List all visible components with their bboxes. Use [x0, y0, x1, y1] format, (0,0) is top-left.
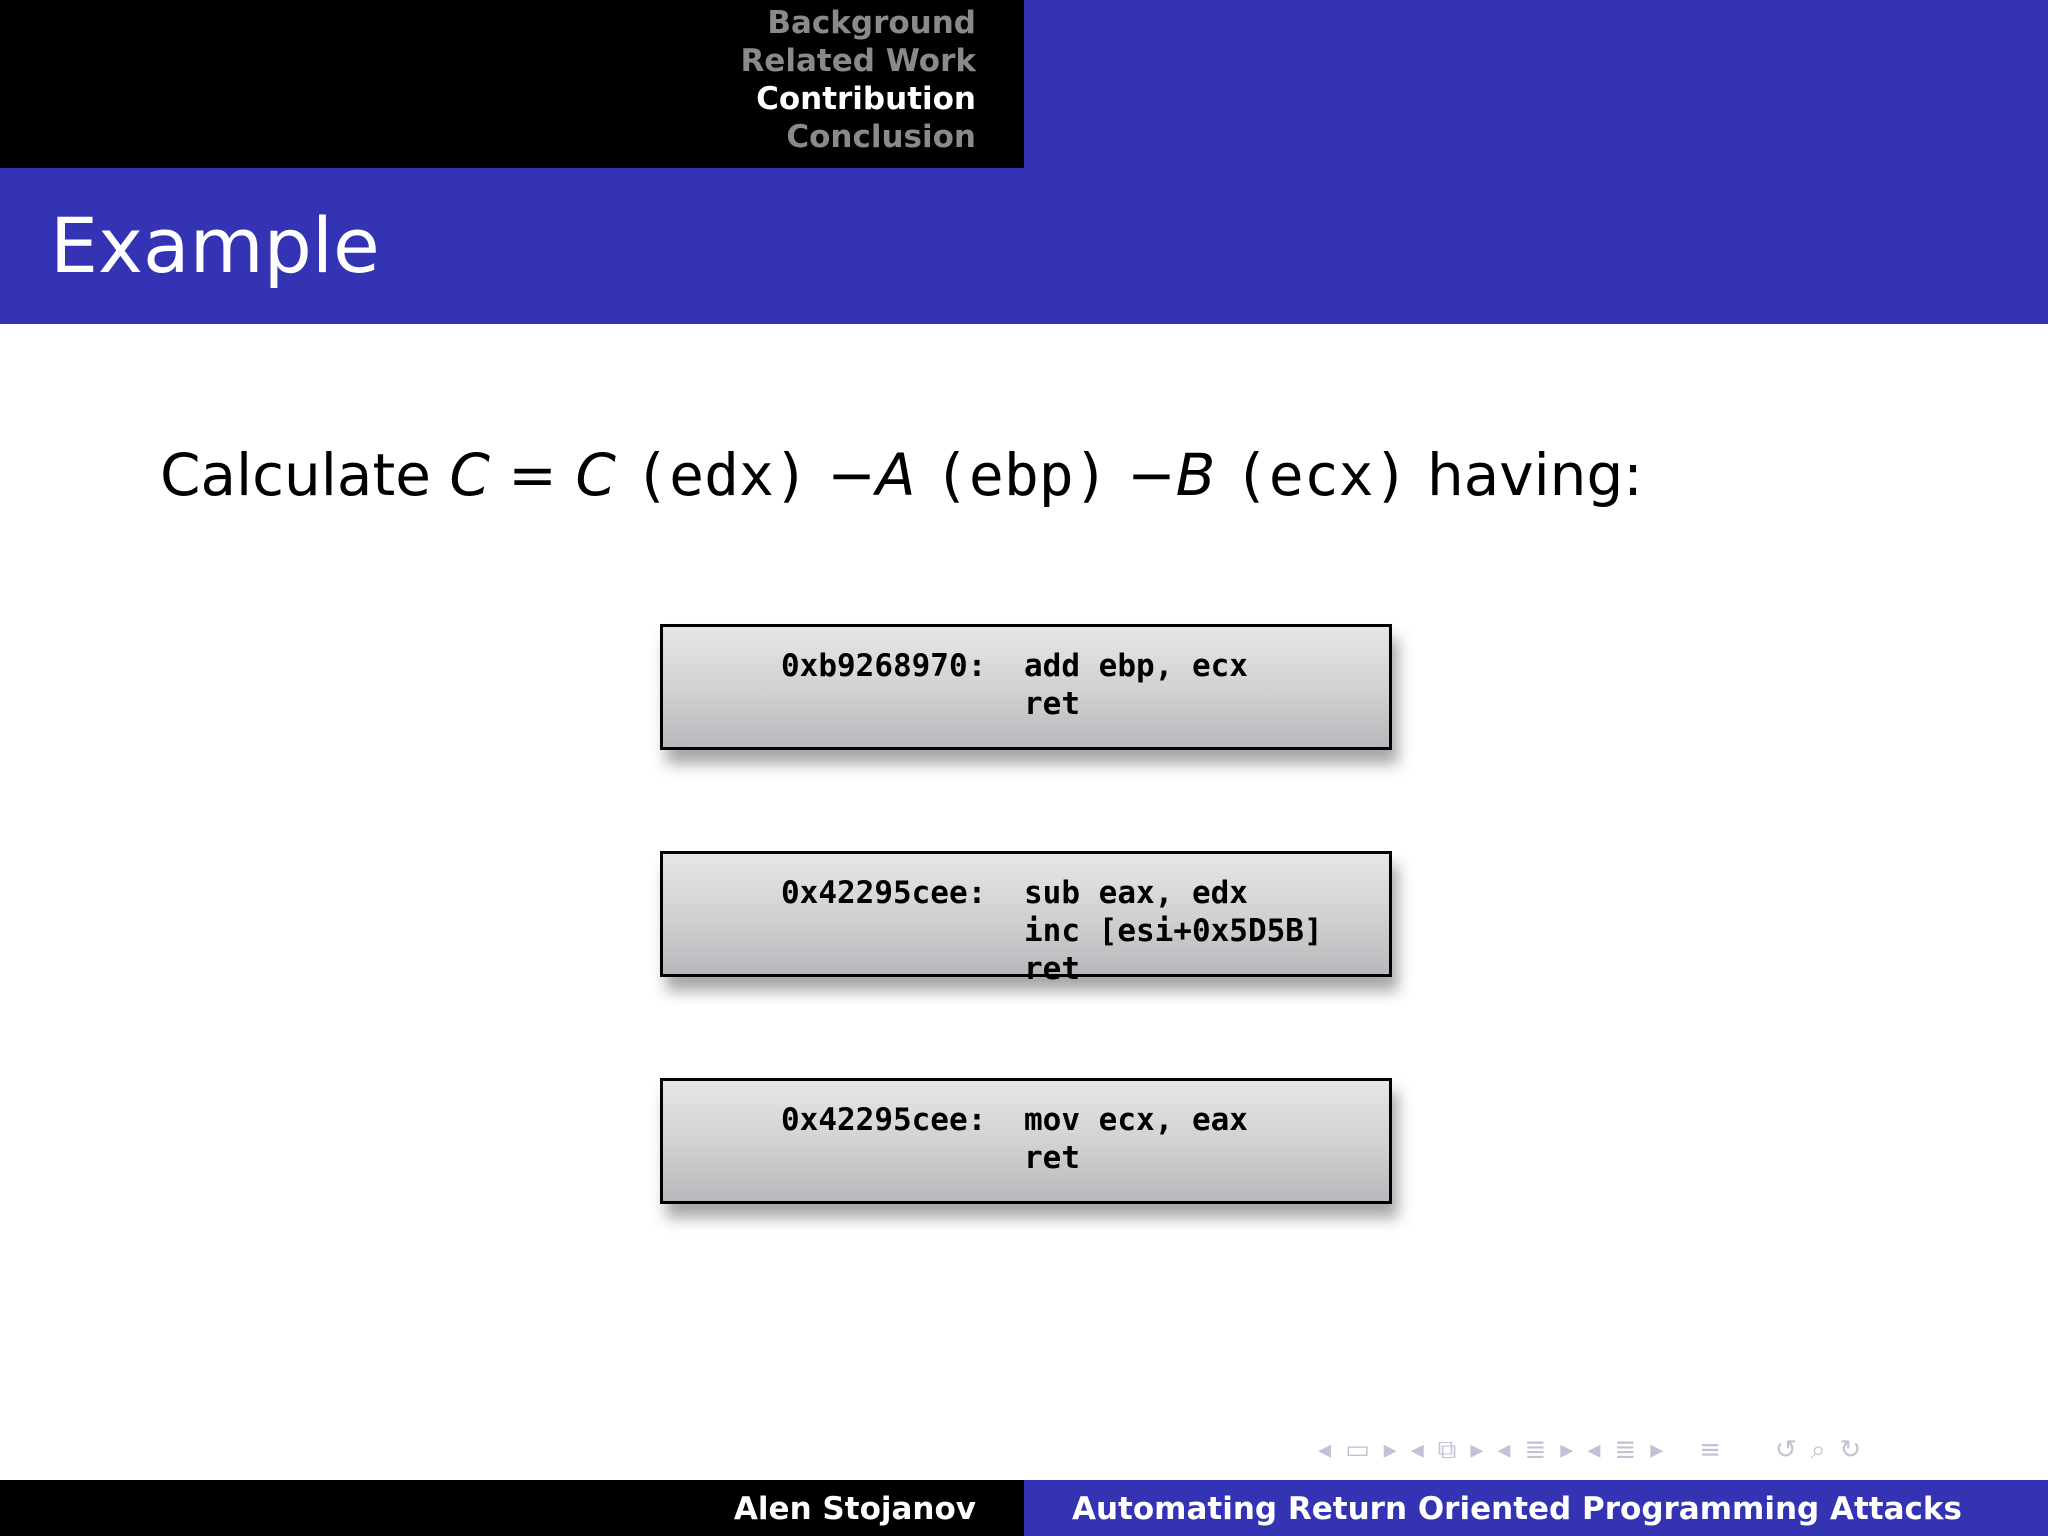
beamer-navigation-controls [1318, 1434, 2038, 1466]
formula-c-right: C [575, 441, 616, 509]
gadget-box-3 [660, 1078, 1392, 1204]
gadget-instructions [1024, 1101, 1248, 1177]
formula-ecx: (ecx) [1233, 441, 1409, 509]
footer-talk-title: Automating Return Oriented Programming Attacks [1072, 1491, 1962, 1527]
header-blue-band [1024, 0, 2048, 168]
document-icon[interactable]: ≡ [1699, 1435, 1722, 1465]
gadget-address: 0x42295cee: [781, 1102, 987, 1138]
frame-icon[interactable]: ▭ [1345, 1435, 1370, 1465]
gadget-instruction: inc [esi+0x5D5B] [1024, 913, 1323, 949]
formula-equals: = [508, 441, 557, 509]
gadget-instruction: sub eax, edx [1024, 875, 1248, 911]
gadget-instruction: ret [1024, 686, 1080, 722]
formula-line [160, 440, 1643, 510]
nav-section-related-work[interactable]: Related Work [740, 43, 976, 79]
title-bar [0, 168, 2048, 324]
redo-icon[interactable]: ↻ [1839, 1435, 1862, 1465]
frames-icon[interactable]: ⧉ [1437, 1434, 1457, 1465]
nav-section-background[interactable]: Background [767, 5, 976, 41]
search-icon[interactable]: ⌕ [1810, 1434, 1826, 1465]
section-navigation [424, 4, 1024, 156]
nav-left-icon[interactable]: ◂ [1410, 1435, 1424, 1465]
section-icon[interactable]: ≣ [1614, 1435, 1637, 1465]
nav-right-icon[interactable]: ▸ [1650, 1435, 1664, 1465]
slide-title: Example [50, 201, 380, 290]
footer-author-band [0, 1480, 1024, 1536]
gadget-instructions [1024, 647, 1248, 723]
gadget-box-2 [660, 851, 1392, 987]
nav-left-icon[interactable]: ◂ [1587, 1435, 1601, 1465]
gadget-instruction: mov ecx, eax [1024, 1102, 1248, 1138]
nav-right-icon[interactable]: ▸ [1383, 1435, 1397, 1465]
formula-minus-a: −A [827, 441, 916, 509]
nav-section-contribution[interactable]: Contribution [756, 81, 976, 117]
nav-left-icon[interactable]: ◂ [1497, 1435, 1511, 1465]
gadget-address: 0xb9268970: [781, 648, 987, 684]
nav-left-icon[interactable]: ◂ [1318, 1435, 1332, 1465]
gadget-instructions [1024, 874, 1323, 988]
formula-minus-b: −B [1127, 441, 1216, 509]
formula-ebp: (ebp) [934, 441, 1109, 509]
nav-right-icon[interactable]: ▸ [1470, 1435, 1484, 1465]
gadget-instruction: ret [1024, 1140, 1080, 1176]
formula-prefix: Calculate [160, 441, 431, 509]
subsection-icon[interactable]: ≣ [1524, 1435, 1547, 1465]
gadget-box-1 [660, 624, 1392, 750]
footer-author: Alen Stojanov [733, 1491, 976, 1527]
gadget-instruction: add ebp, ecx [1024, 648, 1248, 684]
nav-section-conclusion[interactable]: Conclusion [786, 119, 976, 155]
gadget-instruction: ret [1024, 951, 1080, 987]
formula-edx: (edx) [634, 441, 809, 509]
gadget-address: 0x42295cee: [781, 875, 987, 911]
formula-suffix: having: [1426, 441, 1643, 509]
footer-title-band [1024, 1480, 2048, 1536]
formula-c-left: C [449, 441, 490, 509]
nav-right-icon[interactable]: ▸ [1560, 1435, 1574, 1465]
undo-icon[interactable]: ↺ [1775, 1435, 1797, 1465]
